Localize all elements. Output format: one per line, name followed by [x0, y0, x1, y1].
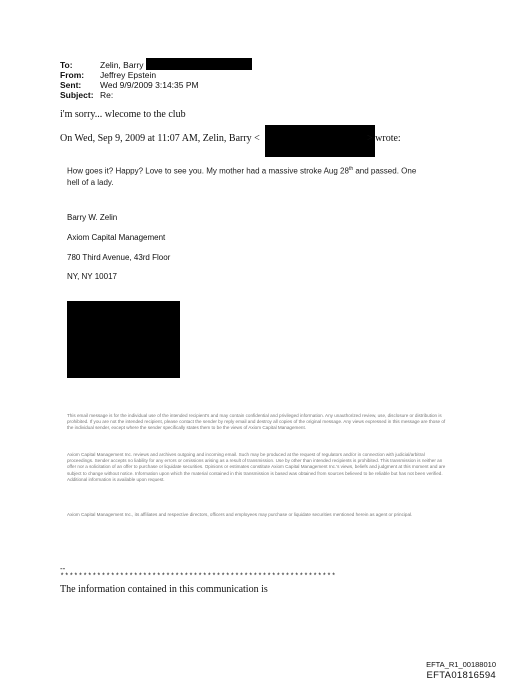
quoted-message-sup: th: [348, 166, 354, 172]
signature-address: 780 Third Avenue, 43rd Floor: [67, 253, 171, 262]
quote-intro-start: On Wed, Sep 9, 2009 at 11:07 AM, Zelin, Barry <: [60, 133, 260, 144]
quoted-message-line2: hell of a lady.: [67, 177, 114, 187]
bates-number-small: EFTA_R1_00188010: [426, 660, 496, 669]
from-value: Jeffrey Epstein: [100, 70, 157, 80]
redaction-sender-email: [265, 125, 375, 157]
disclaimer-3: Axiom Capital Management Inc., its affiliates and respective directors, officers and employees may purchase or liquidate securities mentioned herein as agent or principal.: [67, 512, 413, 517]
signature-city: NY, NY 10017: [67, 272, 117, 281]
reply-text: i'm sorry... wlecome to the club: [60, 109, 186, 120]
quoted-message-line1-pre: How goes it? Happy? Love to see you. My mother had a massive stroke Aug 28: [67, 166, 349, 176]
from-label: From:: [60, 70, 85, 80]
disclaimer-1: This email message is for the individual use of the intended recipient's and may contain confidential and privileged information. Any unauthorized review, use, disclosure or distribution is prohibited. If you are not the intended recipient, please contact the sender by reply email and destroy all copies of the original message. Any views expressed in this message are those of the individual sender, except where the sender specifically states them to be the views of Axiom Capital Management.: [67, 413, 446, 431]
bates-number-large: EFTA01816594: [426, 670, 496, 681]
quote-intro-end: > wrote:: [367, 133, 401, 144]
quoted-message-line1-post: and passed. One: [353, 166, 417, 176]
redaction-image: [67, 301, 180, 378]
separator-stars: ************************************************************: [60, 573, 337, 581]
separator-dash: --: [60, 564, 66, 573]
to-label: To:: [60, 60, 73, 70]
signature-company: Axiom Capital Management: [67, 233, 166, 242]
to-value: Zelin, Barry: [100, 60, 144, 70]
disclaimer-2: Axiom Capital Management Inc. reviews and archives outgoing and incoming email. Such may be produced at the request of regulators and/or in connection with judicial/arbitral proceedings. Sender accepts no liability for any errors or omissions arising as a result of transmission. Use by other than intended recipients is prohibited. This transmission is neither an offer nor a solicitation of an offer to purchase or liquidate securities. Opinions or estimates constitute Axiom Capital Management Inc.'s views, beliefs and judgment at this moment and are subject to change without notice. Information upon which the material contained in this transmission is based was obtained from sources believed to be reliable but has not been verified. Additional information is available upon request.: [67, 452, 446, 482]
subject-value: Re:: [100, 90, 114, 100]
redaction-to-email: [146, 58, 252, 70]
subject-label: Subject:: [60, 90, 94, 100]
sent-label: Sent:: [60, 80, 82, 90]
signature-name: Barry W. Zelin: [67, 213, 118, 222]
quoted-message: [67, 164, 416, 188]
footer-text: The information contained in this communication is: [60, 584, 268, 595]
sent-value: Wed 9/9/2009 3:14:35 PM: [100, 80, 199, 90]
